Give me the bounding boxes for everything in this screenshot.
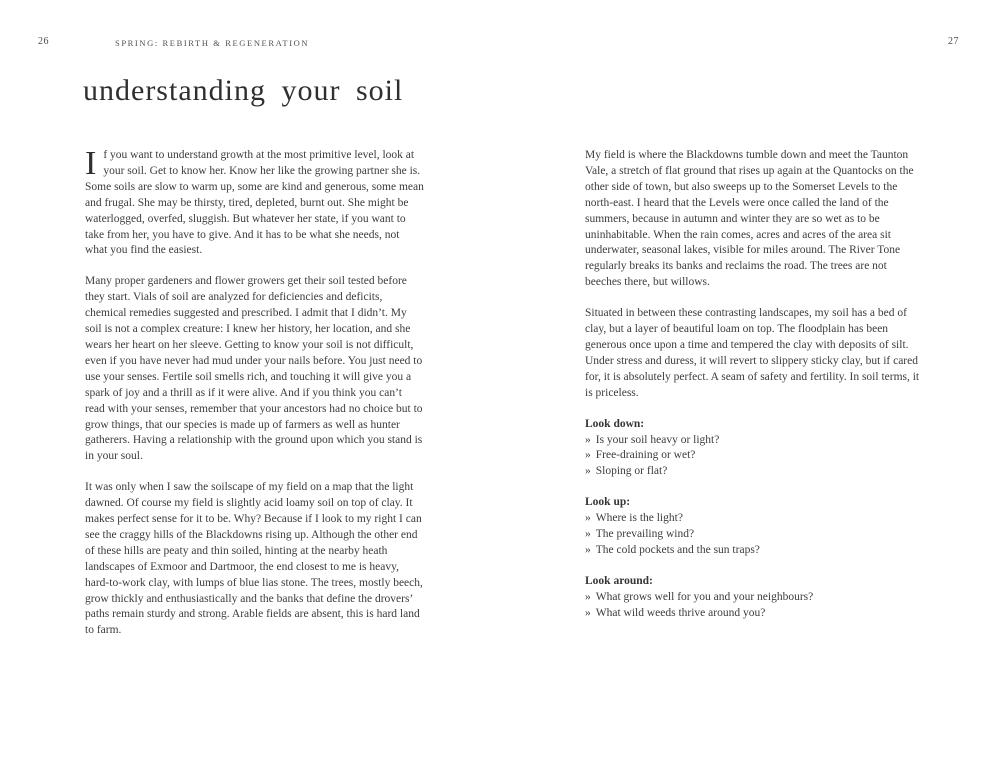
checklist-item (585, 433, 924, 449)
page-number-right: 27 (948, 36, 959, 47)
checklist-item-text: Is your soil heavy or light? (595, 433, 720, 446)
checklist-item-text: The cold pockets and the sun traps? (595, 543, 760, 556)
checklist-item-text: What wild weeds thrive around you? (595, 606, 766, 619)
checklist-item (585, 590, 924, 606)
bullet-marker: » (585, 465, 591, 478)
chapter-title: understanding your soil (83, 74, 404, 107)
checklist-item (585, 527, 924, 543)
bullet-marker: » (585, 433, 591, 446)
left-page-text-column (85, 145, 424, 654)
checklist-item (585, 448, 924, 464)
checklist-item (585, 464, 924, 480)
checklist-item-text: Where is the light? (595, 512, 683, 525)
drop-cap: I (85, 145, 97, 182)
bullet-marker: » (585, 590, 591, 603)
body-paragraph: Situated in between these contrasting landscapes, my soil has a bed of clay, but a layer of beautiful loam on top. The floodplain has been generous once upon a time and tempered the clay with deposits of silt. Under stress and duress, it will revert to slippery sticky clay, but if cared for, it is absolutely perfect. A seam of safety and fertility. In soil terms, it is priceless. (585, 307, 920, 399)
bullet-marker: » (585, 528, 591, 541)
bullet-marker: » (585, 606, 591, 619)
checklist-item (585, 511, 924, 527)
checklist-heading: Look down: (585, 417, 645, 430)
checklist-heading: Look around: (585, 574, 653, 587)
checklist-item-text: The prevailing wind? (595, 528, 695, 541)
running-header: SPRING: REBIRTH & REGENERATION (115, 38, 310, 48)
checklist-look-around (585, 574, 924, 622)
checklist-look-down (585, 417, 924, 481)
checklist-item-text: Sloping or flat? (595, 465, 668, 478)
checklist-heading: Look up: (585, 496, 631, 509)
bullet-marker: » (585, 512, 591, 525)
body-paragraph: Many proper gardeners and flower growers get their soil tested before they start. Vials of soil are analyzed for deficiencies and deficits, chemical remedies suggested and prescribed. I admit that I didn’t. My soil is not a complex creature: I knew her history, her location, and she wears her heart on her sleeve. Getting to know your soil is not difficult, even if you have never had mud under your nails before. You just need to use your senses. Fertile soil smells rich, and touching it will give you a spark of joy and a thrill as if it were alive. And if you think you can’t read with your senses, remember that your ancestors had no choice but to grow things, that our species is made up of farmers as well as hunter gatherers. Having a relationship with the ground upon which you stand is in your soul. (85, 275, 423, 463)
right-page-text-column (585, 148, 924, 622)
page-number-left: 26 (38, 36, 49, 47)
body-paragraph: It was only when I saw the soilscape of my field on a map that the light dawned. Of course my field is slightly acid loamy soil on top of clay. It makes perfect sense for it to be. Why? Because if I look to my right I can see the craggy hills of the Blackdowns rising up. Although the other end of these hills are peaty and thin soiled, hinting at the nearby heath landscapes of Exmoor and Dartmoor, the end closest to me is heavy, hard-to-work clay, with lumps of blue lias stone. The trees, mostly beech, grow thickly and enthusiastically and the banks that define the drovers’ paths remain sturdy and strong. Arable fields are absent, this is hard land to farm. (85, 481, 423, 637)
checklist-item (585, 543, 924, 559)
checklist-item (585, 606, 924, 622)
bullet-marker: » (585, 449, 591, 462)
opening-paragraph (85, 145, 424, 259)
opening-paragraph-text: f you want to understand growth at the most primitive level, look at your soil. Get to know her. Know her like the growing partner she is. Some soils are slow to warm up, some are kind and generous, some mean and frugal. She may be thirsty, tired, depleted, burnt out. She might be waterlogged, overfed, sluggish. But whatever her state, if you want to take from her, you have to give. And it has to be what she needs, not what you find the easiest. (85, 149, 424, 257)
checklist-item-text: What grows well for you and your neighbours? (595, 590, 814, 603)
bullet-marker: » (585, 543, 591, 556)
checklist-item-text: Free-draining or wet? (595, 449, 696, 462)
body-paragraph: My field is where the Blackdowns tumble down and meet the Taunton Vale, a stretch of flat ground that rises up again at the Quantocks on the other side of town, but also sweeps up to the Somerset Levels to the north-east. I heard that the Levels were once called the land of the summers, because in autumn and winter they are so wet as to be uninhabitable. When the rain comes, acres and acres of the area sit underwater, seasonal lakes, visible for miles around. The River Tone regularly breaks its banks and reclaims the road. The trees are not beeches there, but willows. (585, 149, 914, 289)
checklist-look-up (585, 495, 924, 559)
